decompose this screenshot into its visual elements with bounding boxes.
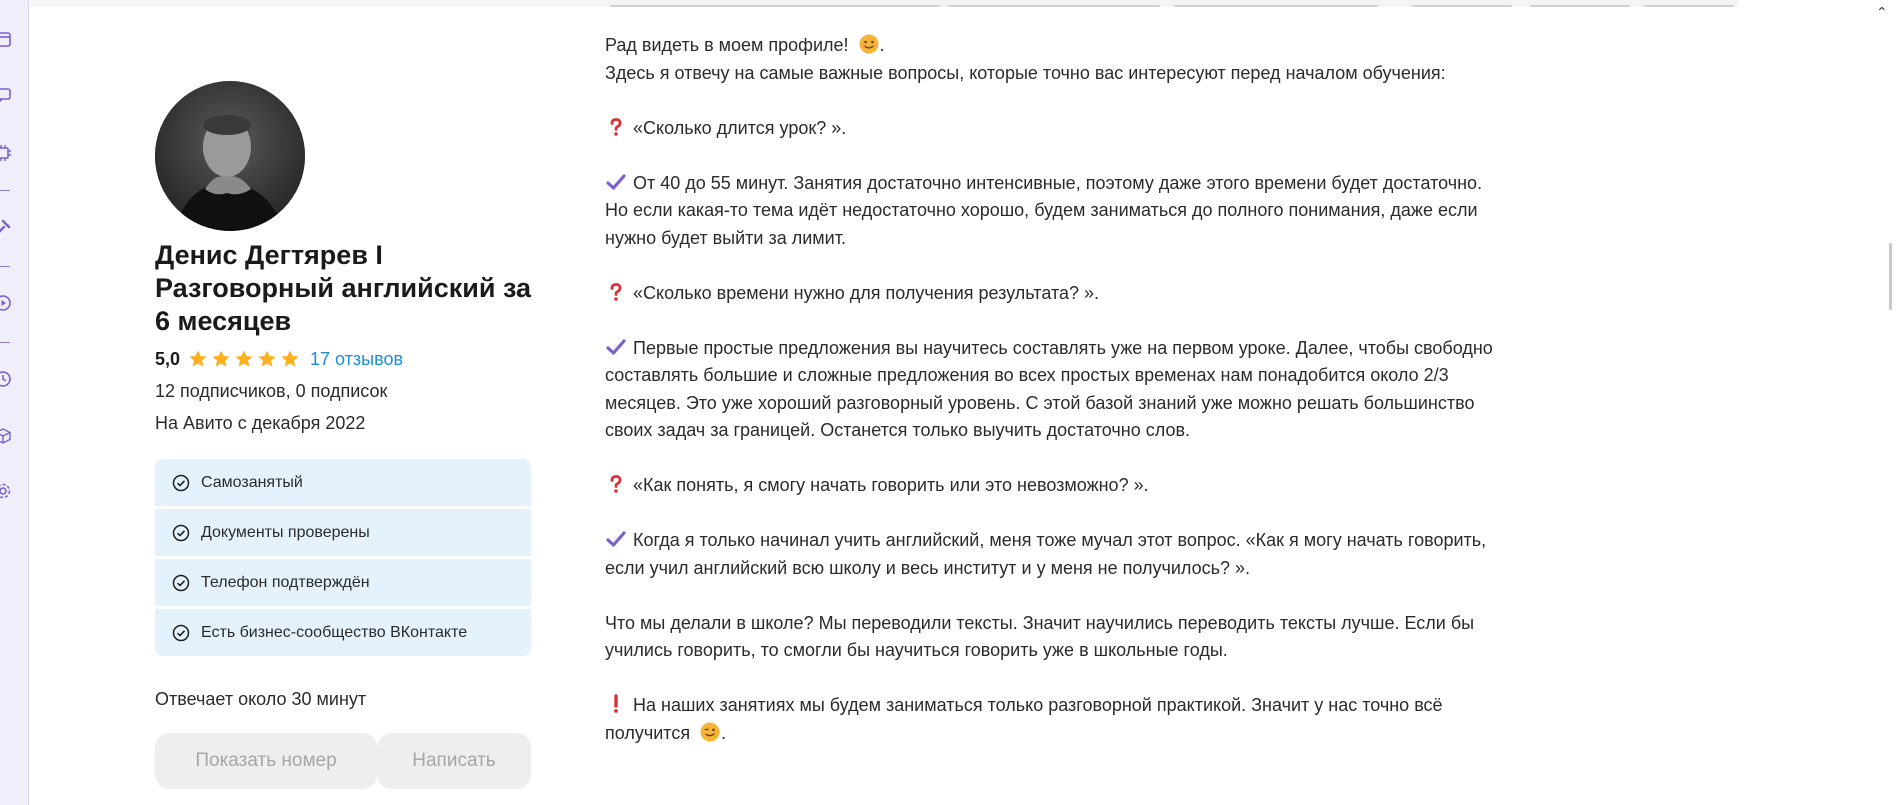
greeting-paragraph <box>605 32 1510 87</box>
top-tab[interactable] <box>1530 5 1630 7</box>
star-icon <box>234 349 254 369</box>
avatar[interactable] <box>155 81 305 231</box>
show-phone-button[interactable]: Показать номер <box>155 733 377 789</box>
question-1 <box>605 115 1510 143</box>
answer-text: От 40 до 55 минут. Занятия достаточно интенсивные, поэтому даже этого времени будет достаточно. Но если какая-то тема идёт недостаточно хорошо, будем заниматься до полного понимания, даже если нужно будет выйти за лимит. <box>605 172 1483 248</box>
answer-3 <box>605 527 1510 582</box>
check-mark-icon <box>605 336 627 358</box>
question-2 <box>605 280 1510 308</box>
paragraph-text: Что мы делали в школе? Мы переводили тексты. Значит научились переводить тексты лучше. Если бы учились говорить, то смогли бы научиться говорить уже в школьные годы. <box>605 612 1475 660</box>
question-mark-icon <box>605 281 627 303</box>
paragraph-text: На наших занятиях мы будем заниматься только разговорной практикой. Значит у нас точно всё получится <box>605 695 1443 743</box>
check-circle-icon <box>172 624 190 642</box>
badge-label: Самозанятый <box>201 473 303 491</box>
settings-gear-icon[interactable] <box>0 482 12 500</box>
intro-line: Здесь я отвечу на самые важные вопросы, которые точно вас интересуют перед началом обучения: <box>605 62 1446 83</box>
answer-1 <box>605 170 1510 253</box>
top-tab[interactable] <box>1644 5 1734 7</box>
badge-self-employed <box>155 459 531 506</box>
tools-icon[interactable] <box>0 218 12 236</box>
write-message-button[interactable]: Написать <box>377 733 531 789</box>
sidebar-rail <box>0 0 29 805</box>
scrollbar-thumb[interactable] <box>1889 243 1892 310</box>
check-mark-icon <box>605 171 627 193</box>
star-icon <box>257 349 277 369</box>
cube-icon[interactable] <box>0 427 12 445</box>
rail-divider <box>0 266 10 267</box>
answer-text: Первые простые предложения вы научитесь составлять уже на первом уроке. Далее, чтобы свободно составлять большие и сложные предложения во всех простых временах нам понадобится около 2/3 месяцев. Это уже хороший разговорный уровень. С этой базой знаний уже можно решать большинство своих задач за границей. Останется только выучить достаточно слов. <box>605 337 1493 440</box>
top-tab[interactable] <box>610 5 940 7</box>
check-mark-icon <box>605 528 627 550</box>
scroll-up-icon[interactable]: ⌃ <box>1876 4 1888 20</box>
question-mark-icon <box>605 473 627 495</box>
rating-stars <box>188 349 300 369</box>
question-mark-icon <box>605 116 627 138</box>
question-text: «Сколько длится урок? ». <box>633 117 847 138</box>
question-3 <box>605 472 1510 500</box>
star-icon <box>280 349 300 369</box>
calendar-icon[interactable] <box>0 30 12 48</box>
chat-icon[interactable] <box>0 86 12 104</box>
greeting-end: . <box>879 35 885 55</box>
chip-icon[interactable] <box>0 144 12 162</box>
greeting-text: Рад видеть в моем профиле! <box>605 35 849 55</box>
rail-divider <box>0 342 10 343</box>
badge-label: Есть бизнес-сообщество ВКонтакте <box>201 623 468 641</box>
top-tab-strip <box>30 0 1738 7</box>
subscribers-info[interactable]: 12 подписчиков, 0 подписок <box>155 381 388 401</box>
member-since: На Авито с декабря 2022 <box>155 413 366 433</box>
play-icon[interactable] <box>0 294 12 312</box>
check-circle-icon <box>172 474 190 492</box>
top-tab[interactable] <box>948 5 1160 7</box>
badge-label: Телефон подтверждён <box>201 573 370 591</box>
final-paragraph <box>605 692 1510 747</box>
rating-value: 5,0 <box>155 348 181 369</box>
answer-2 <box>605 335 1510 445</box>
star-icon <box>211 349 231 369</box>
rating-row <box>155 347 403 371</box>
badge-documents-verified <box>155 509 531 556</box>
top-tab[interactable] <box>1174 5 1378 7</box>
profile-name: Денис Дегтярев I Разговорный английский за 6 месяцев <box>155 240 532 336</box>
history-icon[interactable] <box>0 370 12 388</box>
exclamation-mark-icon <box>605 693 627 715</box>
final-end: . <box>721 722 727 743</box>
profile-description <box>605 32 1510 747</box>
question-text: «Сколько времени нужно для получения результата? ». <box>633 282 1100 303</box>
verification-badges <box>155 459 531 656</box>
top-tab[interactable] <box>1412 5 1512 7</box>
winking-face-emoji-icon <box>699 721 721 743</box>
question-text: «Как понять, я смогу начать говорить или это невозможно? ». <box>633 475 1149 495</box>
answer-text: Когда я только начинал учить английский, меня тоже мучал этот вопрос. «Как я могу начать говорить, если учил английский всю школу и весь институт и у меня не получилось? ». <box>605 530 1487 578</box>
badge-vk-community[interactable] <box>155 609 531 656</box>
reviews-link[interactable]: 17 отзывов <box>310 348 404 369</box>
badge-label: Документы проверены <box>201 523 370 541</box>
check-circle-icon <box>172 524 190 542</box>
badge-phone-confirmed <box>155 559 531 606</box>
rail-divider <box>0 190 10 191</box>
reply-time: Отвечает около 30 минут <box>155 689 367 709</box>
school-paragraph <box>605 610 1510 665</box>
star-icon <box>188 349 208 369</box>
check-circle-icon <box>172 574 190 592</box>
smiling-face-emoji-icon <box>858 33 880 55</box>
